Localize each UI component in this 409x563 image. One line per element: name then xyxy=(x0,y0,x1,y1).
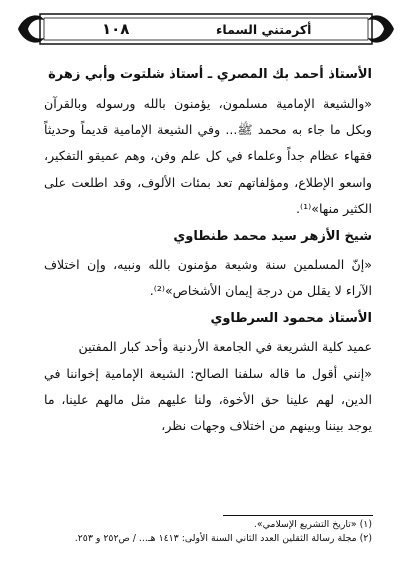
section-heading: الأستاذ محمود السرطاوي xyxy=(210,311,372,327)
ornamental-header-frame xyxy=(14,8,398,50)
footnote: (١) «تاريخ التشريع الإسلامي». xyxy=(253,519,372,530)
page-body xyxy=(44,66,372,439)
paragraph: عميد كلية الشريعة في الجامعة الأردنية وأحد كبار المفتين xyxy=(78,339,372,355)
paragraph: «والشيعة الإمامية مسلمون، يؤمنون بالله ورسوله وبالقرآن وبكل ما جاء به محمد ﷺ... وفي الشيعة الإمامية قديماً وحديثاً فقهاء عظام جداً وعلماء في كل علم وفن، وهم عميقو التفكير، واسعو الإطلاع، ومؤلفاتهم تعد بمئات الألوف، وقد اطلعت على الكثير منها»⁽¹⁾. xyxy=(44,96,372,216)
footnote-divider xyxy=(223,515,373,516)
running-title: أكرمتني السماء xyxy=(216,22,312,37)
section-heading: شيخ الأزهر سيد محمد طنطاوي xyxy=(173,229,372,245)
page-header xyxy=(14,8,398,50)
page-number: ١٠٨ xyxy=(102,20,130,38)
footnote: (٢) مجلة رسالة الثقلين العدد الثاني السنة الأولى: ١٤١٣ هـ... / ص٢٥٢ و ٢٥٣. xyxy=(74,533,372,544)
footnotes xyxy=(44,518,372,546)
paragraph: «إنّ المسلمين سنة وشيعة مؤمنون بالله ونبيه، وإن اختلاف الآراء لا يقلل من درجة إيمان الأشخاص»⁽²⁾. xyxy=(44,257,372,299)
paragraph: «إنني أقول ما قاله سلفنا الصالح: الشيعة الإمامية إخواننا في الدين، لهم علينا حق الأخوة، ولنا عليهم مثل مالهم علينا، ما يوجد بيننا وبينهم من اختلاف وجهات نظر، xyxy=(44,365,372,434)
section-heading: الأستاذ أحمد بك المصري ـ أستاذ شلتوت وأبي زهرة xyxy=(48,67,372,82)
